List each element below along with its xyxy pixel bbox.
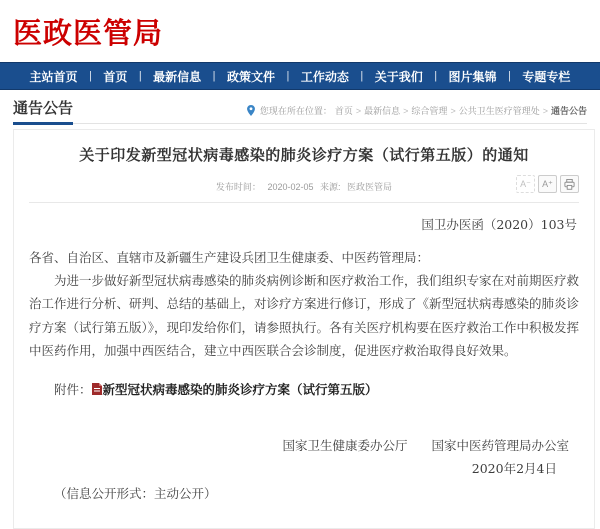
article-title: 关于印发新型冠状病毒感染的肺炎诊疗方案（试行第五版）的通知	[79, 147, 529, 164]
breadcrumb-item-general-management[interactable]: 综合管理	[411, 106, 448, 116]
signature-orgs	[29, 434, 579, 457]
breadcrumb-item-latest-news[interactable]: 最新信息	[364, 106, 401, 116]
font-increase-button[interactable]: A⁺	[538, 175, 557, 193]
nav-separator: |	[212, 70, 216, 82]
print-button[interactable]	[560, 175, 579, 193]
nav-item-about-us[interactable]: 关于我们	[374, 69, 423, 84]
breadcrumb-separator: >	[542, 105, 548, 116]
print-icon	[564, 179, 575, 190]
nav-item-photo-gallery[interactable]: 图片集锦	[448, 69, 497, 84]
breadcrumb	[247, 104, 587, 117]
attachment-link-text: 新型冠状病毒感染的肺炎诊疗方案（试行第五版）	[102, 382, 378, 397]
main-nav	[0, 62, 600, 90]
nav-separator: |	[360, 70, 364, 82]
signature-org-1: 国家卫生健康委办公厅	[282, 437, 408, 453]
nav-separator: |	[434, 70, 438, 82]
body-paragraph: 为进一步做好新型冠状病毒感染的肺炎病例诊断和医疗救治工作，我们组织专家在对前期医疗救治工作进行分析、研判、总结的基础上，对诊疗方案进行修订，形成了《新型冠状病毒感染的肺炎诊疗方案（试行第五版）》，现印发给你们，请参照执行。各有关医疗机构要在医疗救治工作中积极发挥中医药作用，加强中西医结合，建立中西医联合会诊制度，促进医疗救治取得良好效果。	[29, 273, 580, 358]
publish-time-value: 2020-02-05	[267, 182, 314, 192]
breadcrumb-row	[13, 98, 587, 124]
salutation: 各省、自治区、直辖市及新疆生产建设兵团卫生健康委、中医药管理局：	[29, 250, 430, 266]
article-meta-row	[29, 175, 579, 197]
nav-separator: |	[138, 70, 142, 82]
nav-item-latest-news[interactable]: 最新信息	[153, 69, 202, 84]
site-header	[0, 0, 600, 62]
article-meta	[29, 175, 579, 193]
document-number: 国卫办医函（2020）103号	[421, 217, 577, 232]
nav-item-policy-docs[interactable]: 政策文件	[227, 69, 276, 84]
source-value: 医政医管局	[347, 182, 393, 192]
nav-item-work-updates[interactable]: 工作动态	[300, 69, 349, 84]
publish-time-label: 发布时间：	[215, 182, 261, 192]
breadcrumb-location-label: 您现在所在位置：	[259, 106, 332, 116]
disclosure-note: （信息公开形式：主动公开）	[54, 486, 217, 502]
site-logo[interactable]: 医政医管局	[13, 17, 164, 50]
signature-org-2: 国家中医药管理局办公室	[431, 437, 569, 453]
title-divider	[29, 202, 579, 203]
breadcrumb-separator: >	[355, 105, 362, 116]
source-label: 来源:	[320, 182, 341, 192]
location-pin-icon	[247, 105, 255, 116]
document-file-icon	[92, 383, 102, 395]
breadcrumb-separator: >	[403, 105, 409, 116]
attachment-line	[29, 378, 579, 402]
breadcrumb-item-home[interactable]: 首页	[334, 106, 353, 116]
breadcrumb-item-public-health-division[interactable]: 公共卫生医疗管理处	[458, 106, 540, 116]
section-title: 通告公告	[13, 97, 73, 125]
nav-separator: |	[88, 70, 92, 82]
nav-item-home-main[interactable]: 主站首页	[29, 69, 78, 84]
article-card	[13, 129, 595, 529]
font-decrease-button[interactable]: A⁻	[516, 175, 535, 193]
nav-separator: |	[286, 70, 290, 82]
article-toolbar	[516, 175, 579, 193]
nav-item-home[interactable]: 首页	[103, 69, 128, 84]
nav-separator: |	[508, 70, 511, 82]
breadcrumb-item-current-notices: 通告公告	[550, 106, 587, 116]
attachment-link[interactable]	[92, 383, 378, 397]
attachment-label: 附件：	[54, 381, 92, 397]
nav-item-special-topics[interactable]: 专题专栏	[522, 69, 571, 84]
breadcrumb-separator: >	[450, 105, 456, 116]
signature-date: 2020年2月4日	[471, 461, 557, 476]
document-body	[29, 213, 579, 505]
